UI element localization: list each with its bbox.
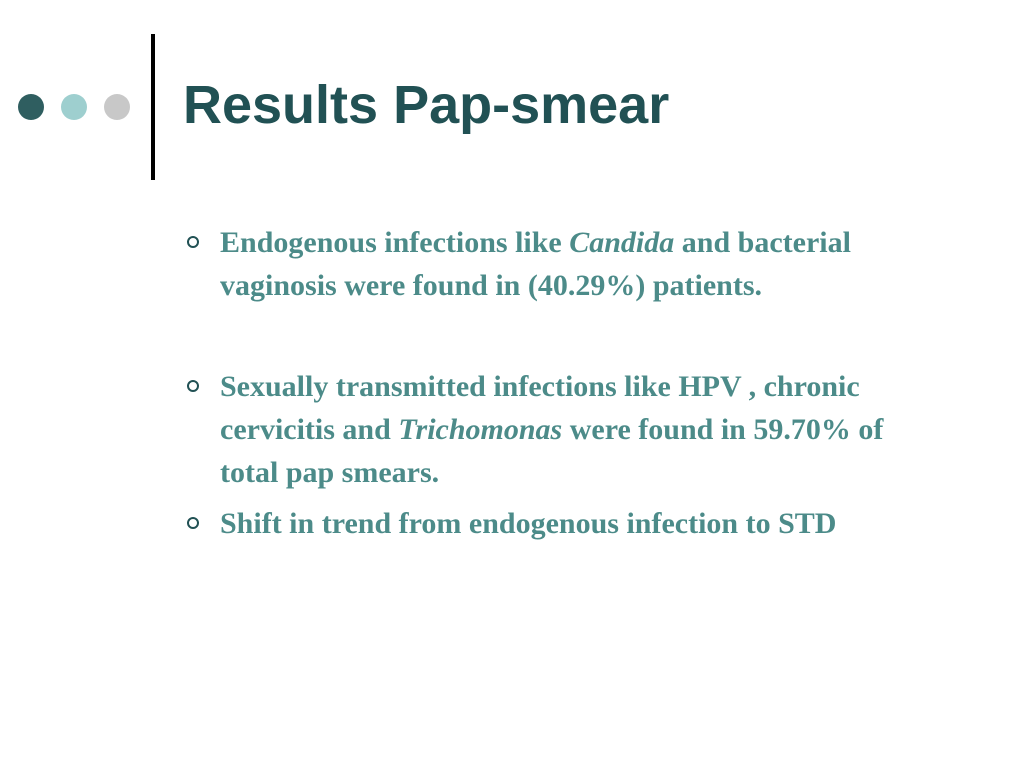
bullet-item-trend (183, 502, 943, 545)
bullet-item-sti (183, 365, 943, 494)
bullet-circle-icon (187, 380, 199, 392)
text-segment: Shift in trend from endogenous infection to STD (220, 507, 837, 540)
bullet-text (220, 226, 851, 302)
slide-title: Results Pap-smear (183, 75, 670, 135)
bullet-text (220, 507, 836, 540)
title-divider (151, 34, 155, 180)
bullet-text (220, 370, 883, 489)
decorative-dots (18, 94, 130, 120)
dot-light-teal (61, 94, 87, 120)
text-segment: and bacterial vaginosis were found in (40.29%) patients. (220, 226, 851, 302)
bullet-circle-icon (187, 236, 199, 248)
dot-dark (18, 94, 44, 120)
dot-gray (104, 94, 130, 120)
text-segment-italic: Candida (569, 226, 675, 259)
bullet-list (183, 221, 943, 545)
bullet-item-endogenous (183, 221, 943, 307)
text-segment-italic: Trichomonas (398, 413, 563, 446)
text-segment: were found in 59.70% of total pap smears. (220, 413, 884, 489)
text-segment: Sexually transmitted infections like HPV , chronic cervicitis and (220, 370, 860, 446)
text-segment: Endogenous infections like (220, 226, 570, 259)
bullet-circle-icon (187, 517, 199, 529)
